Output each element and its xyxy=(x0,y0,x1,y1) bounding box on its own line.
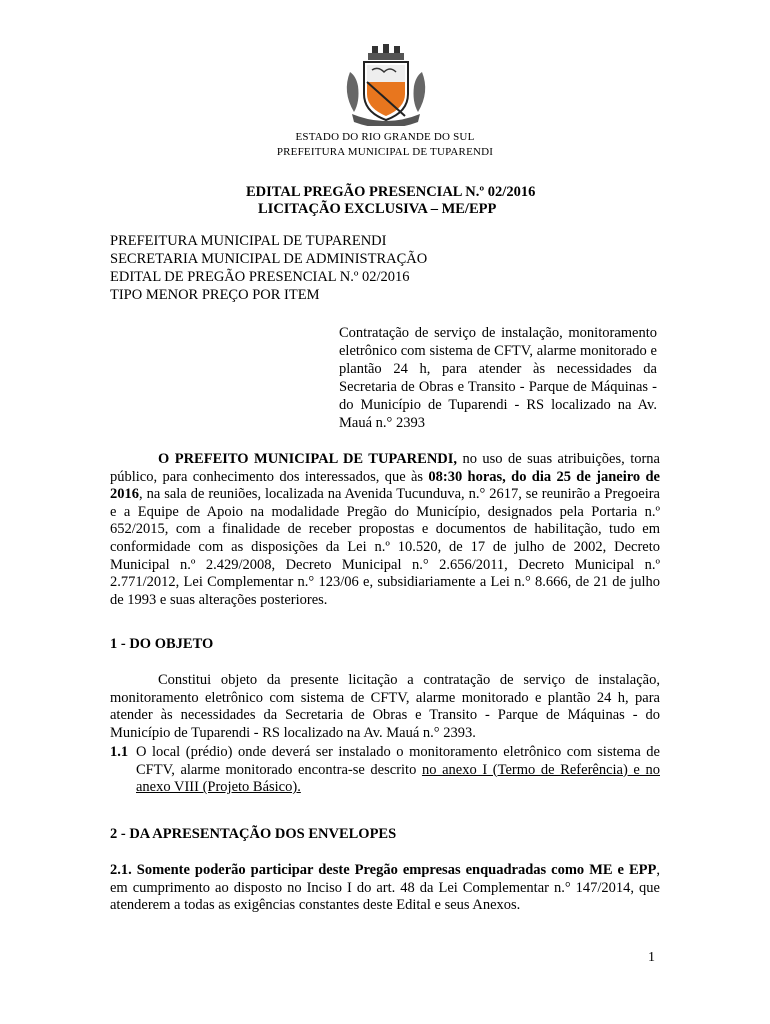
municipal-coat-of-arms-icon xyxy=(338,42,434,126)
section-2-text: , em cumprimento ao disposto no Inciso I do art. 48 da Lei Complementar n.° 147/2014, que atenderem a todas as exigências constantes deste Edital e seus Anexos. xyxy=(110,862,660,914)
state-header: ESTADO DO RIO GRANDE DO SUL xyxy=(295,131,475,143)
section-1-paragraph: Constitui objeto da presente licitação a contratação de serviço de instalação, monitoramento eletrônico com sistema de CFTV, alarme monitorado e plantão 24 h, para atender às necessidades da Secretaria de Obras e Transito - Parque de Máquinas - do Município de Tuparendi - RS localizado na Av. Mauá n.° 2393. xyxy=(110,672,660,741)
section-2-heading: 2 - DA APRESENTAÇÃO DOS ENVELOPES xyxy=(110,826,397,842)
intro-bold-mayor: O PREFEITO MUNICIPAL DE TUPARENDI, xyxy=(158,451,458,467)
intro-text-2: , na sala de reuniões, localizada na Avenida Tucunduva, n.° 2617, se reunirão a Pregoeira e a Equipe de Apoio na modalidade Pregão do Município, designados pela Portaria n.º 652/2015, com a finalidade de receber propostas e documentos de habilitação, tudo em conformidade com as disposições da Lei n.º 10.520, de 17 de julho de 2002, Decreto Municipal n.º 2.429/2008, Decreto Municipal n.° 2.656/2011, Decreto Municipal n.º 2.771/2012, Lei Complementar n.° 123/06 e, subsidiariamente a Lei n.° 8.666, de 21 de julho de 1993 e suas alterações posteriores. xyxy=(110,486,660,608)
document-title: EDITAL PREGÃO PRESENCIAL N.º 02/2016 xyxy=(246,184,536,200)
item-1-1 xyxy=(110,744,660,797)
intro-paragraph xyxy=(110,451,660,609)
info-line: EDITAL DE PREGÃO PRESENCIAL N.º 02/2016 xyxy=(110,269,410,285)
item-text xyxy=(136,744,660,797)
item-annex-reference: no anexo I (Termo de Referência) e no anexo VIII (Projeto Básico). xyxy=(136,761,660,796)
info-line: TIPO MENOR PREÇO POR ITEM xyxy=(110,287,320,303)
info-block xyxy=(110,232,427,304)
section-1-heading: 1 - DO OBJETO xyxy=(110,636,214,652)
item-number: 1.1 xyxy=(110,744,129,760)
object-summary: Contratação de serviço de instalação, monitoramento eletrônico com sistema de CFTV, alarme monitorado e plantão 24 h, para atender às necessidades da Secretaria de Obras e Transito - Parque de Máquinas - do Município de Tuparendi - RS localizado na Av. Mauá n.° 2393 xyxy=(339,325,657,431)
info-line: PREFEITURA MUNICIPAL DE TUPARENDI xyxy=(110,233,387,249)
page-number: 1 xyxy=(648,950,655,965)
item-text-body: O local (prédio) onde deverá ser instalado o monitoramento eletrônico com sistema de CFTV, alarme monitorado encontra-se descrito xyxy=(136,744,660,778)
intro-text-1: no uso de suas atribuições, torna público, para conhecimento dos interessados, que às xyxy=(110,451,660,485)
section-2-bold: 2.1. Somente poderão participar deste Pregão empresas enquadradas como ME e EPP xyxy=(110,862,657,878)
section-2-paragraph xyxy=(110,862,660,915)
document-subtitle: LICITAÇÃO EXCLUSIVA – ME/EPP xyxy=(258,201,497,217)
info-line: SECRETARIA MUNICIPAL DE ADMINISTRAÇÃO xyxy=(110,251,428,267)
prefecture-header: PREFEITURA MUNICIPAL DE TUPARENDI xyxy=(276,146,494,158)
intro-bold-datetime: 08:30 horas, do dia 25 de janeiro de 2016 xyxy=(110,468,660,503)
